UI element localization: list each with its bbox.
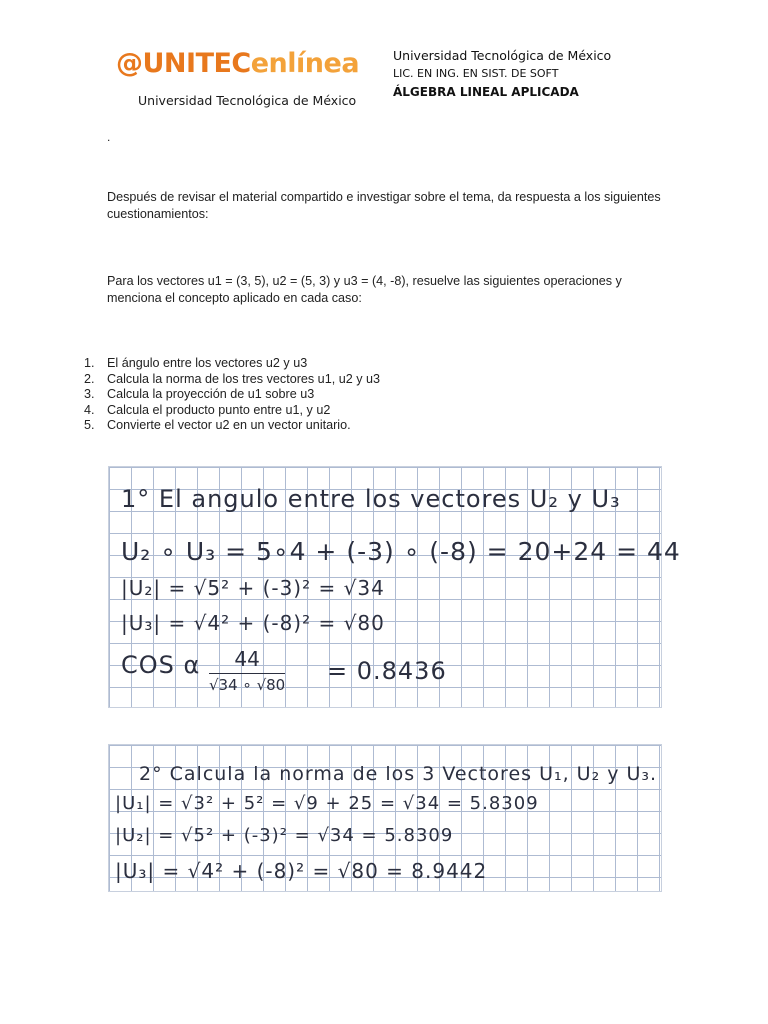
- question-text: Calcula la norma de los tres vectores u1, u2 y u3: [107, 371, 381, 386]
- list-item: [84, 387, 380, 403]
- instruction-paragraph: Para los vectores u1 = (3, 5), u2 = (5, 3) y u3 = (4, -8), resuelve las siguientes operaciones y menciona el concepto aplicado en cada caso:: [107, 274, 622, 305]
- handwritten-answer-2: [108, 744, 662, 892]
- course-name: ÁLGEBRA LINEAL APLICADA: [393, 85, 579, 99]
- norm-u2-line: |U₂| = √5² + (-3)² = √34 = 5.8309: [115, 825, 454, 846]
- logo-subtitle: Universidad Tecnológica de México: [138, 93, 357, 108]
- handwritten-answer-1: [108, 466, 681, 708]
- cos-label: COS α: [121, 651, 201, 679]
- norm-u3-line: |U₃| = √4² + (-8)² = √80 = 8.9442: [115, 859, 488, 883]
- question-number: 3.: [84, 387, 95, 402]
- question-number: 1.: [84, 356, 95, 370]
- question-list: [84, 356, 380, 434]
- question-number: 5.: [84, 418, 95, 433]
- norm-u3-line: |U₃| = √4² + (-8)² = √80: [121, 611, 385, 635]
- question-number: 4.: [84, 402, 95, 417]
- question-number: 2.: [84, 371, 95, 386]
- dot-product-line: U₂ ∘ U₃ = 5∘4 + (-3) ∘ (-8) = 20+24 = 44: [121, 537, 681, 566]
- logo-at: @: [116, 48, 143, 79]
- list-item: [84, 372, 380, 388]
- question-text: El ángulo entre los vectores u2 y u3: [107, 356, 308, 370]
- list-item: [84, 403, 380, 419]
- logo-enlinea: enlínea: [250, 48, 360, 79]
- question-text: Convierte el vector u2 en un vector unitario.: [107, 418, 351, 433]
- answer-1-title: 1° El angulo entre los vectores U₂ y U₃: [121, 485, 621, 513]
- fraction-numerator: 44: [209, 647, 285, 674]
- fraction-denominator: √34 ∘ √80: [209, 676, 286, 694]
- course-header: [393, 47, 611, 101]
- norm-u1-line: |U₁| = √3² + 5² = √9 + 25 = √34 = 5.8309: [115, 793, 539, 814]
- logo-unitec: UNITEC: [142, 48, 251, 79]
- question-text: Calcula el producto punto entre u1, y u2: [107, 402, 331, 417]
- cos-result: = 0.8436: [327, 657, 447, 685]
- intro-paragraph: Después de revisar el material compartido e investigar sobre el tema, da respuesta a los siguientes cuestionamientos:: [107, 190, 661, 221]
- stray-dot: .: [107, 130, 111, 144]
- answer-2-title: 2° Calcula la norma de los 3 Vectores U₁, U₂ y U₃.: [139, 763, 658, 785]
- list-item: [84, 418, 380, 434]
- degree-name: LIC. EN ING. EN SIST. DE SOFT: [393, 67, 559, 80]
- unitec-logo: [116, 50, 359, 77]
- norm-u2-line: |U₂| = √5² + (-3)² = √34: [121, 576, 385, 600]
- university-name: Universidad Tecnológica de México: [393, 48, 612, 63]
- list-item: [84, 356, 380, 372]
- question-text: Calcula la proyección de u1 sobre u3: [107, 387, 315, 402]
- cos-fraction: [209, 647, 285, 694]
